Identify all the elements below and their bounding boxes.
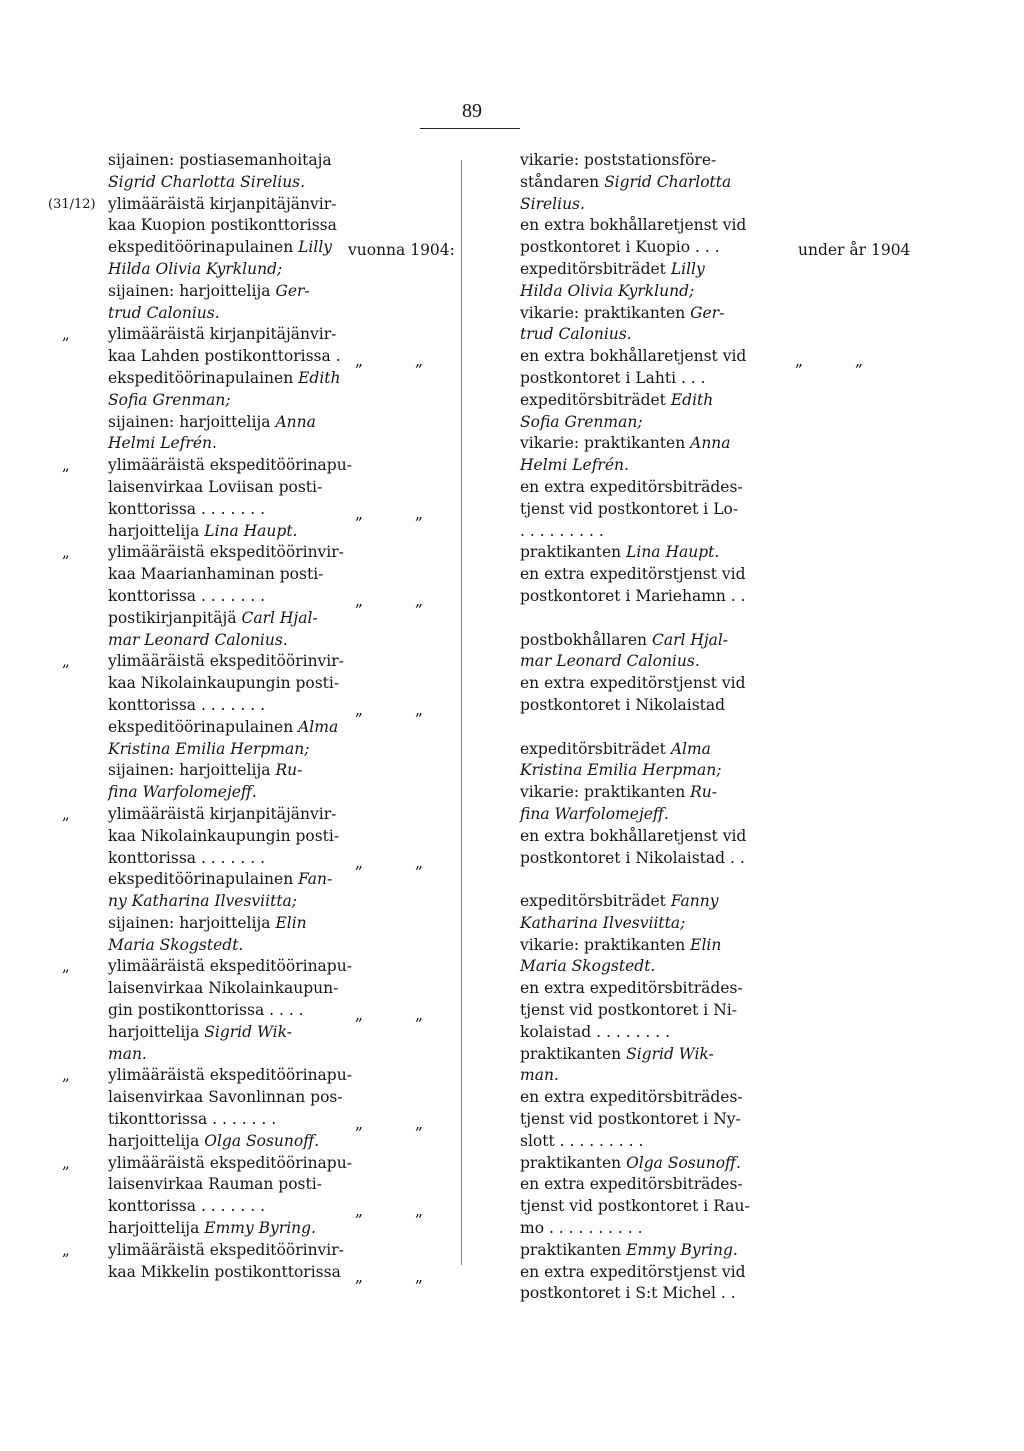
finnish-line [80, 1022, 470, 1044]
swedish-line: en extra expeditörstjenst vid [520, 674, 746, 693]
swedish-line: tjenst vid postkontoret i Rau- [520, 1197, 750, 1216]
swedish-line: postkontoret i Lahti . . . [520, 368, 706, 387]
ditto-mark: „ [355, 592, 364, 610]
finnish-line: mar Leonard Calonius. [108, 630, 288, 649]
swedish-line: Sofia Grenman; [520, 412, 643, 431]
swedish-line: en extra expeditörsbiträdes- [520, 477, 743, 496]
finnish-line: Maria Skogstedt. [108, 935, 244, 954]
finnish-line [80, 1218, 470, 1240]
swedish-line: postkontoret i Nikolaistad [520, 695, 726, 714]
line-name-italic: Elin [275, 913, 307, 932]
line-text: sijainen: harjoittelija [108, 913, 276, 932]
ditto-mark: „ [355, 1006, 364, 1025]
finnish-line: konttorissa . . . . . . . [108, 848, 265, 867]
finnish-line: laisenvirkaa Savonlinnan pos- [108, 1088, 343, 1107]
margin-mark: „ [62, 1153, 70, 1172]
swedish-line: tjenst vid postkontoret i Ni- [520, 1001, 737, 1020]
finnish-line [48, 194, 470, 216]
line-text: harjoittelija [108, 1219, 205, 1238]
swedish-line: en extra expeditörsbiträdes- [520, 979, 743, 998]
line-name-italic: Lina Haupt. [204, 521, 298, 540]
line-text: sijainen: harjoittelija [108, 281, 276, 300]
finnish-line [62, 542, 470, 564]
finnish-line: konttorissa . . . . . . . [108, 499, 265, 518]
line-text: ekspeditöörinapulainen [108, 717, 299, 736]
line-text: postikirjanpitäjä [108, 608, 242, 627]
line-name-italic: Anna [690, 434, 731, 453]
swedish-line: mo . . . . . . . . . . [520, 1219, 643, 1238]
line-name-italic: Sigrid Wik- [204, 1022, 292, 1041]
swedish-line: postkontoret i S:t Michel . . [520, 1284, 736, 1303]
swedish-line [520, 782, 890, 804]
line-body: ylimääräistä ekspeditöörinvir- [108, 652, 344, 671]
ditto-mark: „ [415, 1267, 424, 1286]
swedish-line [520, 303, 890, 325]
header-rule [420, 128, 520, 129]
finnish-line: tikonttorissa . . . . . . . [108, 1110, 277, 1129]
swedish-line: Maria Skogstedt. [520, 957, 656, 976]
page-number: 89 [462, 100, 482, 122]
margin-mark: „ [62, 1240, 70, 1259]
finnish-line: konttorissa . . . . . . . [108, 586, 265, 605]
line-name-italic: Alma [298, 717, 339, 736]
line-body: ylimääräistä kirjanpitäjänvir- [108, 194, 337, 213]
line-name-italic: Carl Hjal- [651, 630, 729, 649]
line-name-italic: Lilly [670, 259, 705, 278]
finnish-line: kaa Maarianhaminan posti- [108, 565, 324, 584]
finnish-line: kaa Nikolainkaupungin posti- [108, 826, 340, 845]
ditto-mark: „ [415, 1006, 424, 1025]
swedish-line [520, 172, 890, 194]
swedish-line: en extra expeditörsbiträdes- [520, 1088, 743, 1107]
finnish-line: laisenvirkaa Loviisan posti- [108, 477, 323, 496]
swedish-line: en extra expeditörstjenst vid [520, 1262, 746, 1281]
line-text: praktikanten [520, 1153, 627, 1172]
swedish-line [520, 739, 890, 761]
swedish-line: . . . . . . . . . [520, 521, 604, 540]
finnish-line [80, 913, 470, 935]
line-name-italic: Olga Sosunoff. [626, 1153, 741, 1172]
ditto-mark: „ [855, 352, 864, 371]
finnish-line: trud Calonius. [108, 303, 220, 322]
finnish-line: Helmi Lefrén. [108, 434, 217, 453]
margin-mark: „ [62, 652, 70, 671]
finnish-line: Hilda Olivia Kyrklund; [108, 259, 283, 278]
swedish-line: mar Leonard Calonius. [520, 652, 700, 671]
line-text: praktikanten [520, 543, 627, 562]
finnish-line [62, 455, 470, 477]
line-body: ylimääräistä ekspeditöörinapu- [108, 1153, 352, 1172]
finnish-column [48, 150, 470, 1283]
finnish-line [80, 717, 470, 739]
swedish-line [520, 1044, 890, 1066]
finnish-line: fina Warfolomejeff. [108, 783, 257, 802]
line-text: praktikanten [520, 1044, 627, 1063]
finnish-line [80, 412, 470, 434]
ditto-mark: „ [415, 1115, 424, 1134]
line-body: ylimääräistä kirjanpitäjänvir- [108, 325, 337, 344]
finnish-line: man. [108, 1044, 147, 1063]
ditto-mark: „ [795, 352, 804, 371]
line-text: sijainen: harjoittelija [108, 412, 276, 431]
swedish-line: Sirelius. [520, 194, 585, 213]
finnish-line [80, 760, 470, 782]
line-text: harjoittelija [108, 1022, 205, 1041]
finnish-line [62, 1153, 470, 1175]
swedish-line [520, 1240, 890, 1262]
swedish-line [520, 542, 890, 564]
ditto-mark: „ [355, 1115, 364, 1134]
finnish-line [80, 368, 470, 390]
swedish-line: kolaistad . . . . . . . . [520, 1022, 671, 1041]
swedish-line [520, 433, 890, 455]
margin-mark: „ [62, 325, 70, 344]
line-text: praktikanten [520, 1240, 627, 1259]
finnish-line [80, 521, 470, 543]
swedish-line: Katharina Ilvesviitta; [520, 913, 686, 932]
line-text: vikarie: praktikanten [520, 935, 691, 954]
swedish-line: postkontoret i Nikolaistad . . [520, 848, 745, 867]
ditto-mark: „ [355, 701, 364, 719]
swedish-line: postkontoret i Mariehamn . . [520, 586, 746, 605]
line-name-italic: Lilly [298, 238, 333, 257]
line-name-italic: Carl Hjal- [241, 608, 318, 627]
line-name-italic: Ger- [690, 303, 725, 322]
line-name-italic: Anna [275, 412, 316, 431]
swedish-line: Hilda Olivia Kyrklund; [520, 281, 695, 300]
finnish-line: gin postikonttorissa . . . . [108, 1001, 304, 1020]
swedish-line [520, 608, 890, 630]
ditto-mark: „ [355, 853, 364, 872]
margin-mark: (31/12) [48, 196, 96, 212]
swedish-line: slott . . . . . . . . . [520, 1131, 644, 1150]
finnish-line: kaa Kuopion postikonttorissa [108, 216, 337, 235]
finnish-line: ny Katharina Ilvesviitta; [108, 892, 298, 911]
swedish-line: trud Calonius. [520, 325, 632, 344]
finnish-line: konttorissa . . . . . . . [108, 695, 265, 714]
line-name-italic: Sigrid Wik- [626, 1044, 714, 1063]
line-name-italic: Fan- [298, 870, 333, 889]
finnish-line: kaa Mikkelin postikonttorissa [108, 1262, 341, 1281]
line-text: ekspeditöörinapulainen [108, 870, 299, 889]
finnish-line: laisenvirkaa Rauman posti- [108, 1175, 322, 1194]
margin-mark: „ [62, 957, 70, 976]
line-body: ylimääräistä ekspeditöörinvir- [108, 543, 344, 562]
margin-mark: „ [62, 1066, 70, 1085]
finnish-line [80, 608, 470, 630]
line-text: vikarie: praktikanten [520, 783, 691, 802]
line-body: ylimääräistä ekspeditöörinapu- [108, 957, 352, 976]
line-name-italic: Alma [670, 739, 711, 758]
swedish-line: vikarie: poststationsföre- [520, 151, 717, 169]
line-name-italic: Ru- [690, 783, 718, 802]
finnish-line: kaa Lahden postikonttorissa . [108, 347, 341, 366]
margin-mark: „ [62, 804, 70, 823]
swedish-line: Helmi Lefrén. [520, 456, 629, 475]
ditto-mark: „ [355, 352, 364, 371]
swedish-line: postkontoret i Kuopio . . . [520, 238, 720, 257]
finnish-line [80, 1131, 470, 1153]
finnish-line: Kristina Emilia Herpman; [108, 739, 310, 758]
swedish-line [520, 259, 890, 281]
ditto-mark: „ [415, 352, 424, 371]
finnish-line [62, 1065, 470, 1087]
finnish-line [62, 324, 470, 346]
line-body: ylimääräistä ekspeditöörinvir- [108, 1240, 344, 1259]
swedish-line: Kristina Emilia Herpman; [520, 761, 722, 780]
line-text: harjoittelija [108, 521, 205, 540]
line-name-italic: Edith [298, 368, 341, 387]
swedish-line: fina Warfolomejeff. [520, 804, 669, 823]
swedish-line [520, 935, 890, 957]
swedish-line: tjenst vid postkontoret i Ny- [520, 1110, 741, 1129]
ditto-mark: „ [415, 1202, 424, 1221]
line-text: expeditörsbiträdet [520, 892, 671, 911]
line-name-italic: Fanny [670, 892, 719, 911]
finnish-line [62, 1240, 470, 1262]
margin-mark: „ [62, 456, 70, 475]
swedish-line [520, 1153, 890, 1175]
line-text: sijainen: harjoittelija [108, 761, 276, 780]
ditto-mark: „ [415, 592, 424, 610]
line-name-italic: Emmy Byring. [626, 1240, 738, 1259]
line-name-italic: Ru- [275, 761, 303, 780]
swedish-line [520, 630, 890, 652]
ditto-mark: „ [355, 1267, 364, 1286]
finnish-line: Sigrid Charlotta Sirelius. [108, 172, 306, 191]
ditto-mark: „ [355, 1202, 364, 1221]
line-name-italic: Edith [670, 390, 714, 409]
line-name-italic: Ger- [275, 281, 310, 300]
finnish-line: konttorissa . . . . . . . [108, 1197, 265, 1216]
finnish-line [80, 281, 470, 303]
line-text: expeditörsbiträdet [520, 259, 671, 278]
swedish-line [520, 869, 890, 891]
line-text: expeditörsbiträdet [520, 390, 671, 409]
swedish-line: en extra bokhållaretjenst vid [520, 347, 747, 366]
line-text: expeditörsbiträdet [520, 739, 671, 758]
line-body: ylimääräistä ekspeditöörinapu- [108, 456, 352, 475]
finnish-line: sijainen: postiasemanhoitaja [108, 151, 332, 169]
line-name-italic: Elin [690, 935, 722, 954]
finnish-line: Sofia Grenman; [108, 390, 231, 409]
margin-mark: „ [62, 543, 70, 562]
line-name-italic: Olga Sosunoff. [204, 1131, 320, 1150]
line-text: vikarie: praktikanten [520, 434, 691, 453]
line-text: ekspeditöörinapulainen [108, 368, 299, 387]
line-text: vikarie: praktikanten [520, 303, 691, 322]
ditto-mark: „ [415, 701, 424, 719]
line-name-italic: Emmy Byring. [204, 1219, 316, 1238]
swedish-line [520, 390, 890, 412]
swedish-line: en extra bokhållaretjenst vid [520, 216, 747, 235]
ditto-mark: „ [415, 853, 424, 872]
year-note-finnish: vuonna 1904: [348, 241, 455, 259]
line-body: ylimääräistä ekspeditöörinapu- [108, 1066, 352, 1085]
ditto-mark: „ [355, 504, 364, 523]
line-text: harjoittelija [108, 1131, 205, 1150]
swedish-column [520, 150, 890, 1305]
swedish-line: man. [520, 1066, 559, 1085]
line-text: postbokhållaren [520, 630, 652, 649]
swedish-line: en extra expeditörsbiträdes- [520, 1175, 743, 1194]
swedish-line: tjenst vid postkontoret i Lo- [520, 499, 739, 518]
finnish-line [62, 956, 470, 978]
finnish-line [62, 651, 470, 673]
ditto-mark: „ [415, 504, 424, 523]
swedish-line: en extra expeditörstjenst vid [520, 565, 746, 584]
swedish-line: en extra bokhållaretjenst vid [520, 826, 747, 845]
finnish-line [80, 869, 470, 891]
swedish-line [520, 891, 890, 913]
line-body: ylimääräistä kirjanpitäjänvir- [108, 804, 337, 823]
year-note-swedish: under år 1904 [798, 241, 911, 259]
line-name-italic: Sigrid Charlotta [604, 172, 732, 191]
line-text: ekspeditöörinapulainen [108, 238, 299, 257]
finnish-line: laisenvirkaa Nikolainkaupun- [108, 979, 339, 998]
line-text: ståndaren [520, 172, 605, 191]
swedish-line [520, 717, 890, 739]
finnish-line: kaa Nikolainkaupungin posti- [108, 674, 340, 693]
finnish-line [62, 804, 470, 826]
line-name-italic: Lina Haupt. [626, 543, 720, 562]
